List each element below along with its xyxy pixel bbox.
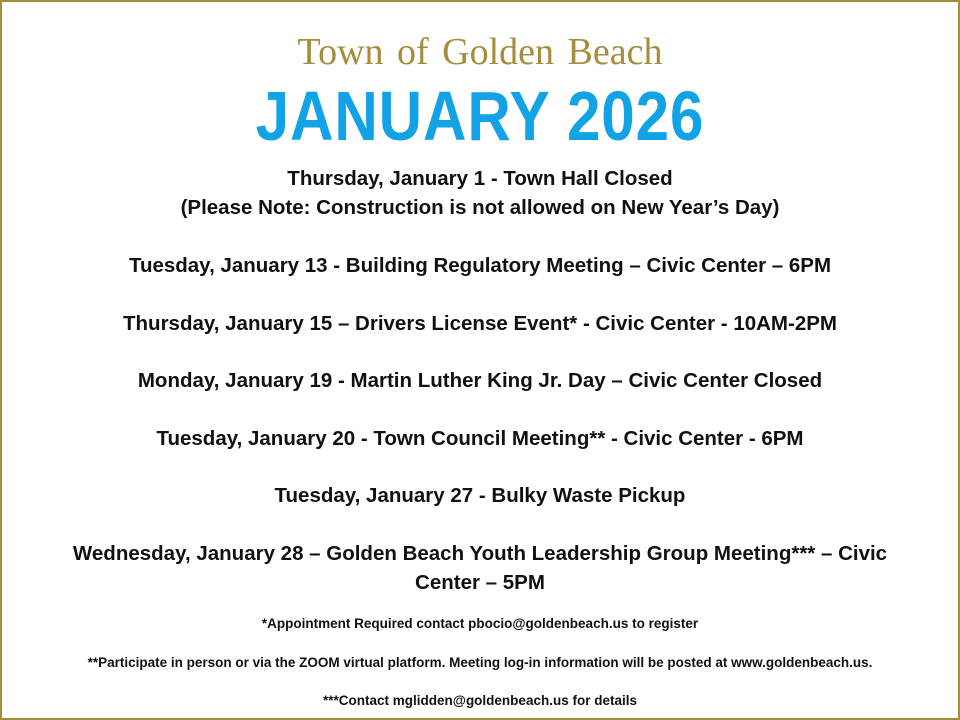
event-text: Wednesday, January 28 – Golden Beach Youth Leadership Group Meeting*** – Civic [72,542,888,565]
event-item [22,366,938,395]
event-text: Tuesday, January 13 - Building Regulatory Meeting – Civic Center – 6PM [128,254,832,277]
event-item [22,251,938,280]
event-item [22,164,938,222]
event-item [22,309,938,338]
footnote-appointment: *Appointment Required contact pbocio@goldenbeach.us to register [261,616,699,631]
event-text-continued: Center – 5PM [415,571,545,594]
footnote-contact: ***Contact mglidden@goldenbeach.us for details [323,693,637,708]
event-text: Thursday, January 1 - Town Hall Closed [287,167,673,190]
town-title: Town of Golden Beach [297,31,663,73]
event-text: Tuesday, January 27 - Bulky Waste Pickup [274,484,686,507]
event-item [22,424,938,453]
event-text: Monday, January 19 - Martin Luther King Jr. Day – Civic Center Closed [137,369,823,392]
footnote-zoom: **Participate in person or via the ZOOM virtual platform. Meeting log-in information will be posted at www.goldenbeach.us. [87,655,873,670]
event-item [22,539,938,597]
event-note: (Please Note: Construction is not allowed on New Year’s Day) [180,196,780,219]
event-item [22,481,938,510]
event-text: Thursday, January 15 – Drivers License Event* - Civic Center - 10AM-2PM [123,312,837,335]
month-title: JANUARY 2026 [255,77,705,155]
event-text: Tuesday, January 20 - Town Council Meeting** - Civic Center - 6PM [156,427,804,450]
